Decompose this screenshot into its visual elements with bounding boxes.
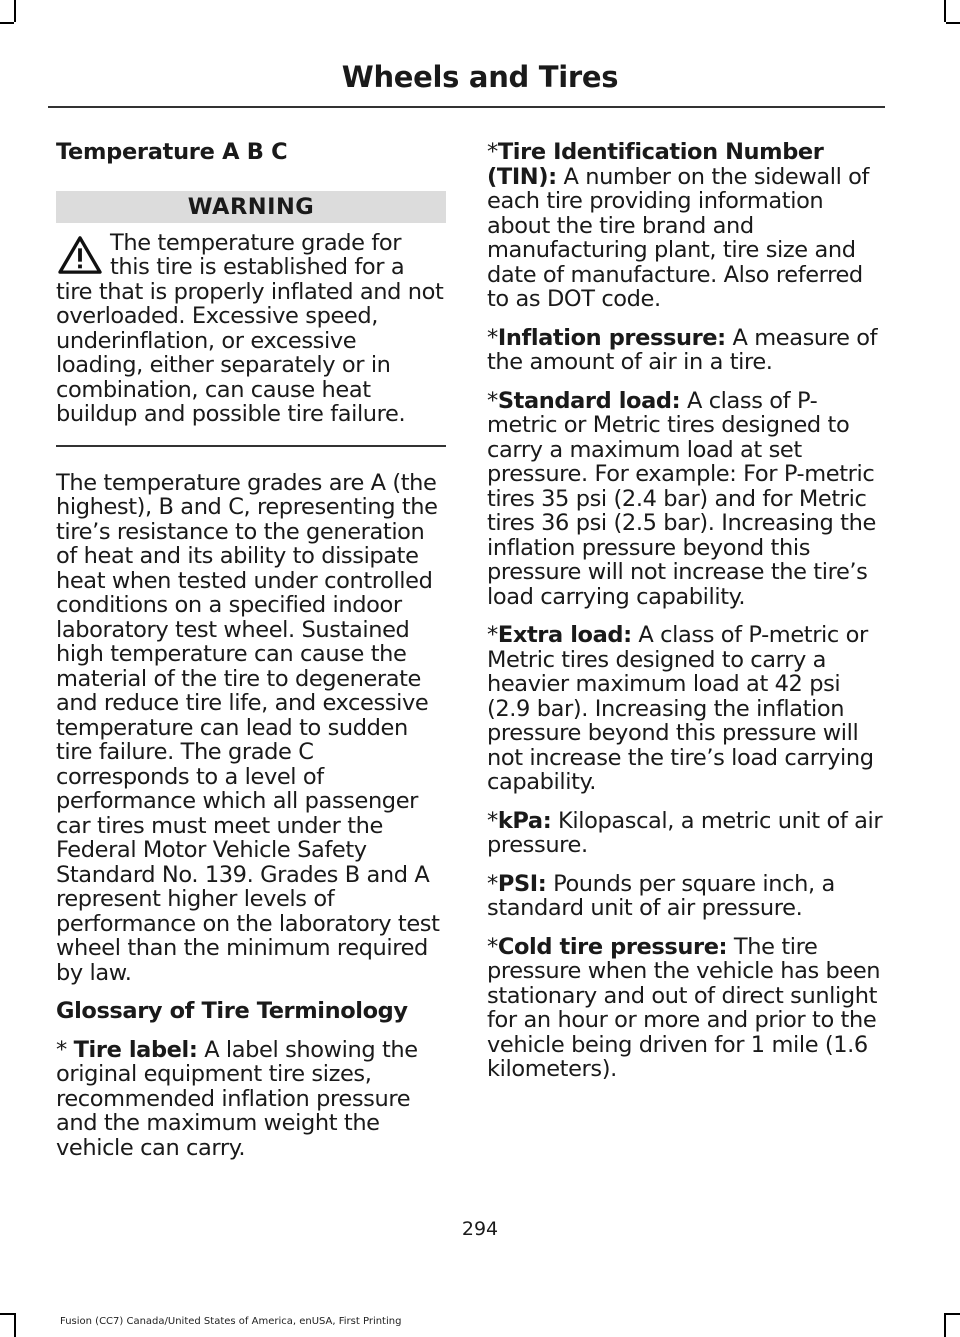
definition-text: A label showing the original equipment tire sizes, recommended inflation pressure and the maximum weight the vehicle can carry. (56, 1036, 418, 1161)
definition-term: Tire Identification Number (TIN): (487, 139, 824, 190)
definition-term: Extra load: (497, 622, 632, 648)
warning-triangle-icon (56, 235, 104, 275)
definition-term: Inflation pressure: (497, 324, 726, 351)
warning-body (56, 231, 446, 427)
page-title: Wheels and Tires (341, 60, 619, 94)
crop-mark (944, 1313, 946, 1337)
definition-kpa (487, 809, 885, 858)
definition-psi (487, 872, 885, 921)
definition-text: Kilopascal, a metric unit of air pressure. (487, 807, 883, 858)
definition-text: A measure of the amount of air in a tire. (487, 324, 878, 375)
header-divider (48, 106, 885, 108)
crop-mark (946, 1313, 960, 1315)
definition-term: Cold tire pressure: (497, 933, 728, 960)
glossary-heading: Glossary of Tire Terminology (56, 998, 408, 1024)
right-column (487, 140, 885, 1096)
definition-text: The tire pressure when the vehicle has been stationary and out of direct sunlight for an hour or more and prior to the vehicle being driven for 1 mile (1.6 kilometers). (487, 933, 881, 1082)
definition-text: A class of P-metric or Metric tires designed to carry a maximum load at set pressure. For example: For P-metric tires 35 psi (2.4 bar) and for Metric tires 36 psi (2.5 bar). Increasing the inflation pressure beyond this pressure will not increase the tire’s load carrying capability. (487, 387, 876, 610)
definition-prefix: * (487, 807, 498, 834)
definition-prefix: * (487, 933, 498, 960)
definition-standard-load (487, 389, 885, 610)
footer-text: Fusion (CC7) Canada/United States of America, enUSA, First Printing (60, 1316, 402, 1327)
definition-prefix: * (487, 139, 498, 165)
warning-divider (56, 445, 446, 447)
crop-mark (946, 22, 960, 24)
definition-term: Standard load: (497, 387, 681, 414)
definition-prefix: * (487, 870, 498, 897)
crop-mark (944, 0, 946, 22)
temperature-paragraph: The temperature grades are A (the highest), B and C, representing the tire’s resistance to the generation of heat and its ability to dissipate heat when tested under controlled conditions on a specified indoor laboratory test wheel. Sustained high temperature can cause the material of the tire to degenerate and reduce tire life, and excessive temperature can lead to sudden tire failure. The grade C corresponds to a level of performance which all passenger car tires must meet under the Federal Motor Vehicle Safety Standard No. 139. Grades B and A represent higher levels of performance on the laboratory test wheel than the minimum required by law. (56, 469, 440, 986)
definition-text: A number on the sidewall of each tire providing information about the tire brand and manufacturing plant, tire size and date of manufacture. Also referred to as DOT code. (487, 163, 870, 312)
definition-prefix: * (487, 622, 498, 648)
crop-mark (0, 1313, 14, 1315)
definition-term: PSI: (497, 870, 547, 897)
definition-extra-load (487, 623, 885, 795)
warning-text: The temperature grade for this tire is established for a tire that is properly inflated and not overloaded. Excessive speed, underinflation, or excessive loading, either separately or in combination, can cause heat buildup and possible tire failure. (56, 229, 444, 427)
warning-box (56, 191, 446, 447)
page-number: 294 (461, 1218, 499, 1240)
definition-text: A class of P-metric or Metric tires designed to carry a heavier maximum load at 42 psi (2.9 bar). Increasing the inflation pressure beyond this pressure will not increase the tire’s load carrying capability. (487, 622, 874, 795)
definition-inflation-pressure (487, 326, 885, 375)
definition-cold-tire-pressure (487, 935, 885, 1082)
definition-term: kPa: (497, 807, 552, 834)
section-heading: Temperature A B C (56, 139, 288, 165)
definition-tin (487, 140, 885, 312)
definition-tire-label (56, 1038, 446, 1161)
definition-text: Pounds per square inch, a standard unit of air pressure. (487, 870, 835, 921)
definition-term: Tire label: (73, 1036, 198, 1063)
definition-prefix: * (487, 324, 498, 351)
left-column (56, 140, 446, 1174)
warning-title: WARNING (56, 191, 446, 223)
definition-prefix: * (56, 1036, 74, 1063)
crop-mark (14, 0, 16, 22)
crop-mark (0, 22, 14, 24)
crop-mark (14, 1313, 16, 1337)
definition-prefix: * (487, 387, 498, 414)
